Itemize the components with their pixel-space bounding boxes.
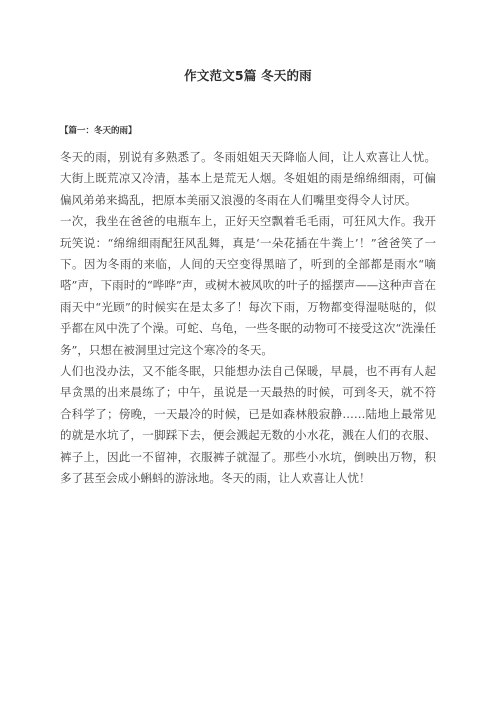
paragraph: 冬天的雨，别说有多熟悉了。冬雨姐姐天天降临人间，让人欢喜让人忧。大街上既荒凉又冷清，基本上是荒无人烟。冬姐姐的雨是绵绵细雨，可偏偏风弟弟来捣乱，把原本美丽又浪漫的冬雨在人们嘴里变得令人讨厌。 [60,150,436,207]
paragraph: 人们也没办法，又不能冬眠，只能想办法自己保暖，早晨，也不再有人起早贪黑的出来晨练了；中午，虽说是一天最热的时候，可到冬天，就不符合科学了；傍晚，一天最冷的时候，已是如森林般寂静……陆地上最常见的就是水坑了，一脚踩下去，便会溅起无数的小水花，溅在人们的衣服、裤子上，因此一不留神，衣服裤子就湿了。那些小水坑，倒映出万物，积多了甚至会成小蝌蚪的游泳地。冬天的雨，让人欢喜让人忧！ [60,364,436,486]
article-body [60,147,436,490]
document-title: 作文范文5篇 冬天的雨 [184,68,312,83]
paragraph: 一次，我坐在爸爸的电瓶车上，正好天空飘着毛毛雨，可狂风大作。我开玩笑说：“绵绵细雨配狂风乱舞，真是‘一朵花插在牛粪上’！”爸爸笑了一下。因为冬雨的来临，人间的天空变得黑暗了，听到的全部都是雨水“嘀嗒”声，下雨时的“哗哗”声，或树木被风吹的叶子的摇摆声——这种声音在雨天中“光顾”的时候实在是太多了！每次下雨，万物都变得湿哒哒的，似乎都在风中洗了个澡。可蛇、乌龟，一些冬眠的动物可不接受这次“洗澡任务”，只想在被洞里过完这个寒冷的冬天。 [60,214,436,357]
section-heading: 【篇一：冬天的雨】 [60,126,137,136]
